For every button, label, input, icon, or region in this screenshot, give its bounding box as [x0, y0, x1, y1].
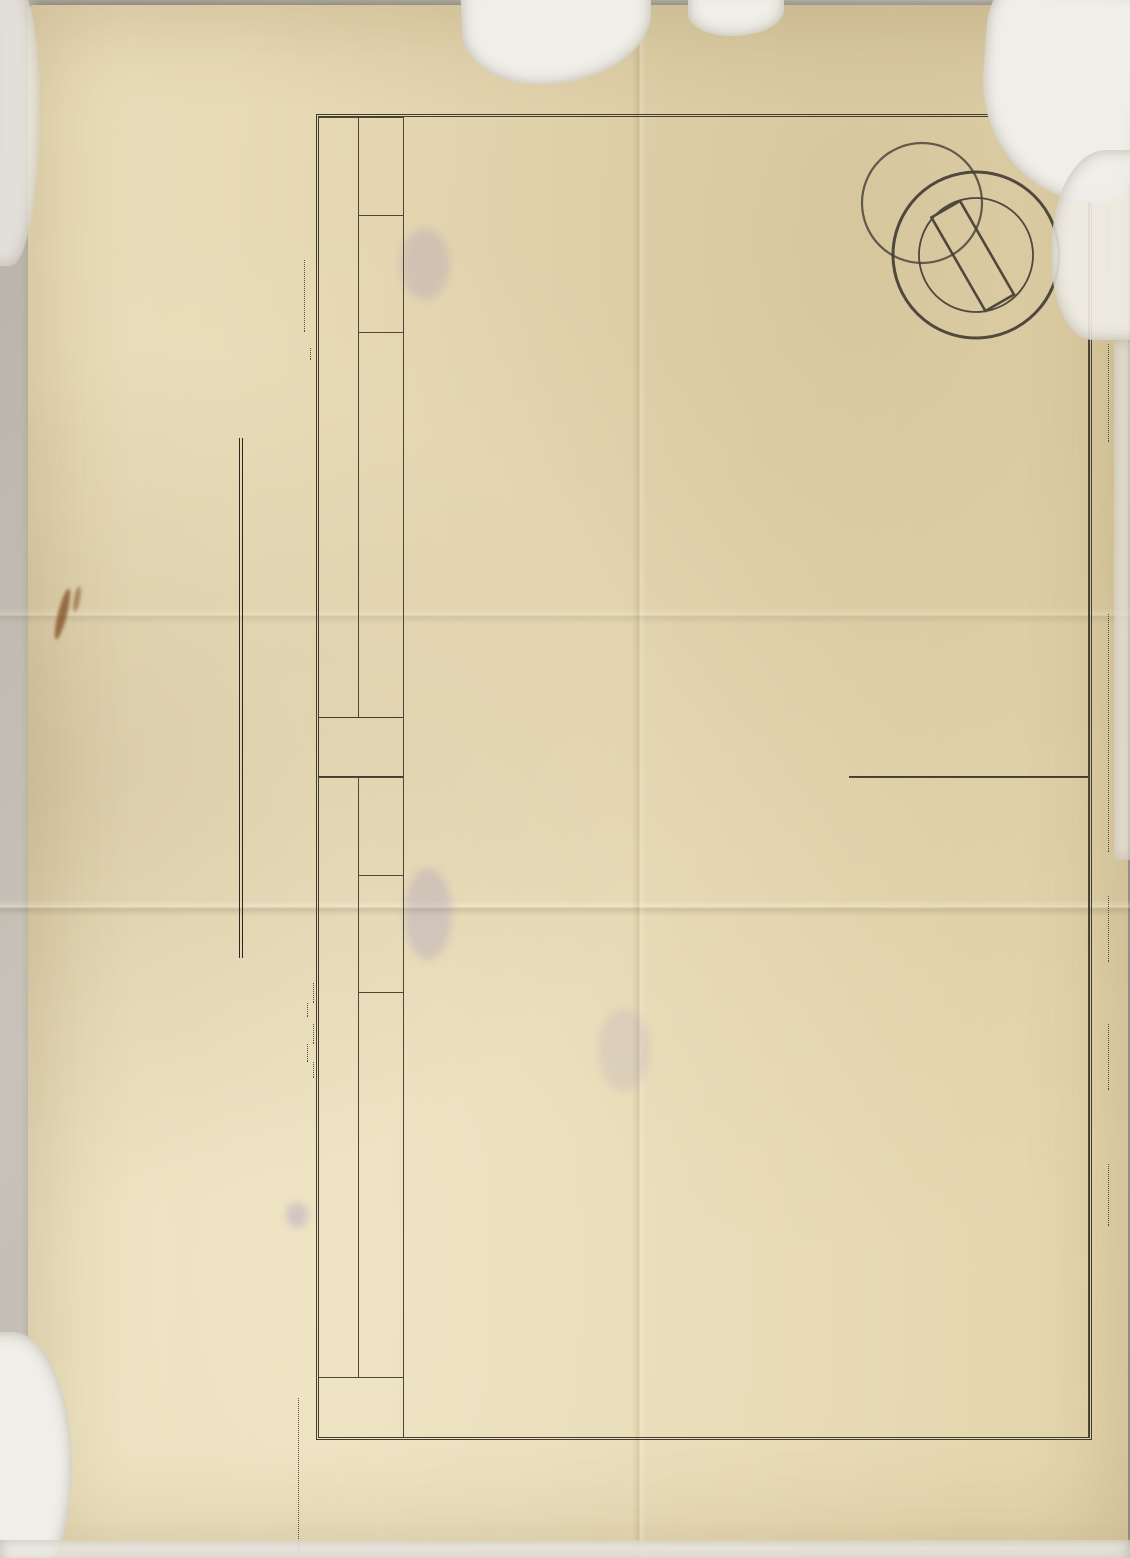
attachment-line [935, 783, 971, 1373]
ink-smudge [286, 1202, 308, 1228]
ornamental-border-left [67, 1075, 193, 1088]
attachment-line [899, 783, 935, 1373]
attachment-line [1007, 783, 1043, 1373]
date-handwritten-day [292, 984, 314, 1004]
date-handwritten-month [292, 1024, 314, 1044]
torn-edge [0, 1540, 1130, 1558]
office-name-line [284, 1398, 304, 1550]
attachment-line [863, 783, 899, 1373]
section-header-income [319, 777, 359, 1377]
date-line [292, 984, 313, 1079]
col-header-item-no [319, 1377, 404, 1437]
serial-handwritten-month [290, 348, 311, 360]
col-header-item-name [359, 992, 404, 1377]
form-title [234, 438, 243, 958]
col-header-cumulative [359, 777, 404, 875]
signature-item [1094, 614, 1114, 852]
col-header-item-no [319, 717, 404, 777]
overlapping-circle-stamp [862, 143, 982, 263]
mao-quote-box [54, 390, 206, 1088]
attachment-line [1043, 783, 1079, 1373]
signature-item [1094, 1164, 1114, 1226]
office-name-blank [284, 1398, 299, 1550]
section-header-payment [319, 117, 359, 717]
col-header-cumulative [359, 117, 404, 215]
attachments-box [849, 777, 1089, 1437]
signature-item [1094, 896, 1114, 962]
attachment-line [971, 783, 1007, 1373]
col-header-amount [359, 215, 404, 332]
torn-edge [1114, 340, 1130, 860]
col-header-item-name [359, 332, 404, 717]
date-handwritten-year [292, 1062, 314, 1078]
serial-di-char [290, 332, 309, 348]
signature-item [1094, 1024, 1114, 1090]
serial-number-line [290, 260, 310, 360]
col-header-amount [359, 875, 404, 992]
ornamental-border-right [67, 390, 193, 403]
signature-item [1094, 344, 1114, 442]
